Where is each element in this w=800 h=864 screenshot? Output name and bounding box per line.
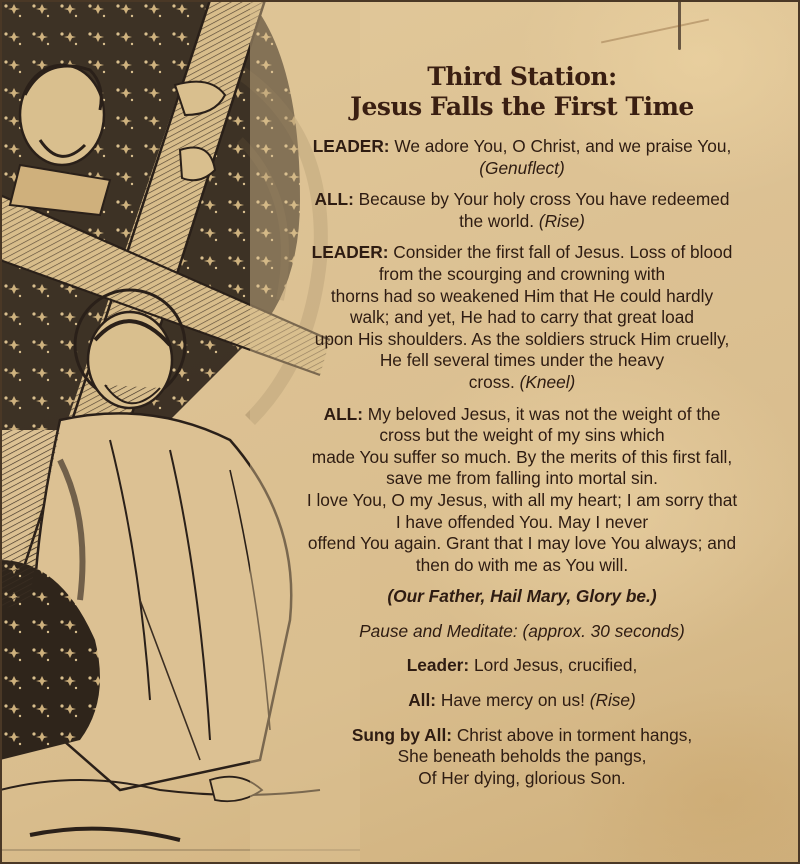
prayer-line: I have offended You. May I never <box>395 511 649 532</box>
speaker-label: Sung by All: <box>351 724 453 745</box>
meditation-line: He fell several times under the heavy <box>379 350 665 371</box>
leader-invocation <box>282 655 762 677</box>
prayer-line: My beloved Jesus, it was not the weight of the <box>363 403 721 424</box>
rubric-genuflect: (Genuflect) <box>479 157 565 178</box>
speaker-label: ALL: <box>314 189 354 210</box>
prayers-rubric: (Our Father, Hail Mary, Glory be.) <box>387 586 657 607</box>
hymn-line: Christ above in torment hangs, <box>452 724 693 745</box>
all-response <box>282 189 762 232</box>
speaker-label: LEADER: <box>311 242 389 263</box>
rubric-rise: (Rise) <box>589 690 636 711</box>
rubric-kneel: (Kneel) <box>519 371 576 392</box>
paper-stain <box>601 19 709 44</box>
leader-meditation <box>282 242 762 393</box>
prayer-line: made You suffer so much. By the merits of this first fall, <box>311 446 733 467</box>
hymn-line: She beneath beholds the pangs, <box>397 746 647 767</box>
speaker-label: All: <box>408 690 437 711</box>
station-title <box>282 62 762 122</box>
meditation-line: walk; and yet, He had to carry that great load <box>350 307 694 328</box>
prayer-text: Have mercy on us! <box>436 690 590 711</box>
speaker-label: Leader: <box>406 655 470 676</box>
speaker-label: ALL: <box>323 403 363 424</box>
all-invocation-response <box>282 690 762 712</box>
prayer-text: the world. <box>459 210 539 231</box>
prayer-line: I love You, O my Jesus, with all my heart; I am sorry that <box>306 489 738 510</box>
leader-versicle <box>282 136 762 179</box>
prayer-text: Lord Jesus, crucified, <box>469 655 638 676</box>
all-prayer <box>282 404 762 577</box>
prayer-text: Because by Your holy cross You have redeemed <box>353 189 730 210</box>
station-text <box>282 62 762 799</box>
meditation-line: thorns had so weakened Him that He could hardly <box>330 285 714 306</box>
prayer-line: offend You again. Grant that I may love You always; and <box>307 533 737 554</box>
sung-hymn <box>282 725 762 790</box>
pause-rubric: Pause and Meditate: (approx. 30 seconds) <box>359 620 685 641</box>
prayer-line: cross but the weight of my sins which <box>379 425 665 446</box>
title-line-1: Third Station: <box>427 62 617 91</box>
speaker-label: LEADER: <box>312 136 390 156</box>
meditation-line: from the scourging and crowning with <box>378 263 666 284</box>
meditation-line: Consider the first fall of Jesus. Loss of blood <box>388 242 733 263</box>
meditation-line: upon His shoulders. As the soldiers struck Him cruelly, <box>314 328 730 349</box>
prayer-text: We adore You, O Christ, and we praise You, <box>389 136 732 156</box>
rubric-rise: (Rise) <box>538 210 585 231</box>
meditation-line: cross. <box>468 371 520 392</box>
prayer-line: then do with me as You will. <box>415 554 629 575</box>
prayer-line: save me from falling into mortal sin. <box>386 468 658 489</box>
title-line-2: Jesus Falls the First Time <box>350 92 694 121</box>
hymn-line: Of Her dying, glorious Son. <box>418 767 626 788</box>
